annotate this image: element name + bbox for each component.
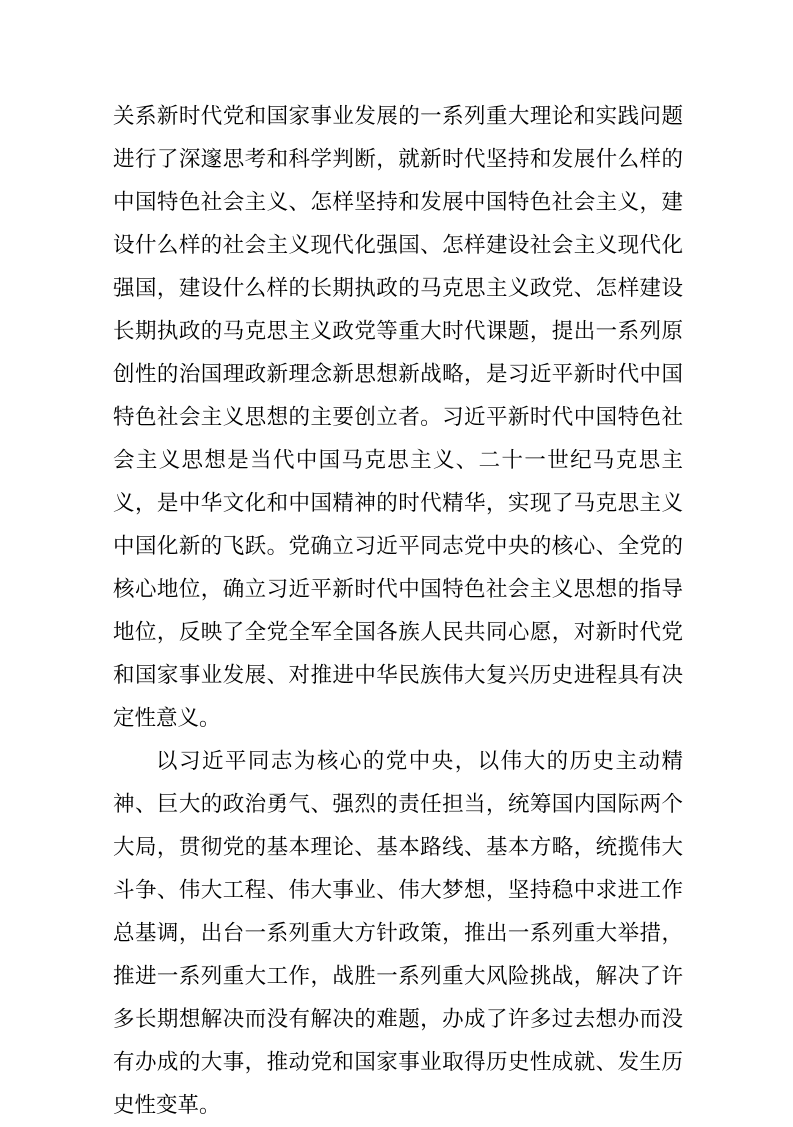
paragraph-1: 关系新时代党和国家事业发展的一系列重大理论和实践问题进行了深邃思考和科学判断，就新时代坚持和发展什么样的中国特色社会主义、怎样坚持和发展中国特色社会主义，建设什么样的社会主义现代化强国、怎样建设社会主义现代化强国，建设什么样的长期执政的马克思主义政党、怎样建设长期执政的马克思主义政党等重大时代课题，提出一系列原创性的治国理政新理念新思想新战略，是习近平新时代中国特色社会主义思想的主要创立者。习近平新时代中国特色社会主义思想是当代中国马克思主义、二十一世纪马克思主义，是中华文化和中国精神的时代精华，实现了马克思主义中国化新的飞跃。党确立习近平同志党中央的核心、全党的核心地位，确立习近平新时代中国特色社会主义思想的指导地位，反映了全党全军全国各族人民共同心愿，对新时代党和国家事业发展、对推进中华民族伟大复兴历史进程具有决定性意义。 (113, 104, 683, 730)
paragraph-2: 以习近平同志为核心的党中央，以伟大的历史主动精神、巨大的政治勇气、强烈的责任担当，统筹国内国际两个大局，贯彻党的基本理论、基本路线、基本方略，统揽伟大斗争、伟大工程、伟大事业、伟大梦想，坚持稳中求进工作总基调，出台一系列重大方针政策，推出一系列重大举措，推进一系列重大工作，战胜一系列重大风险挑战，解决了许多长期想解决而没有解决的难题，办成了许多过去想办而没有办成的大事，推动党和国家事业取得历史性成就、发生历史性变革。 (113, 749, 683, 1117)
document-body (113, 95, 683, 1127)
